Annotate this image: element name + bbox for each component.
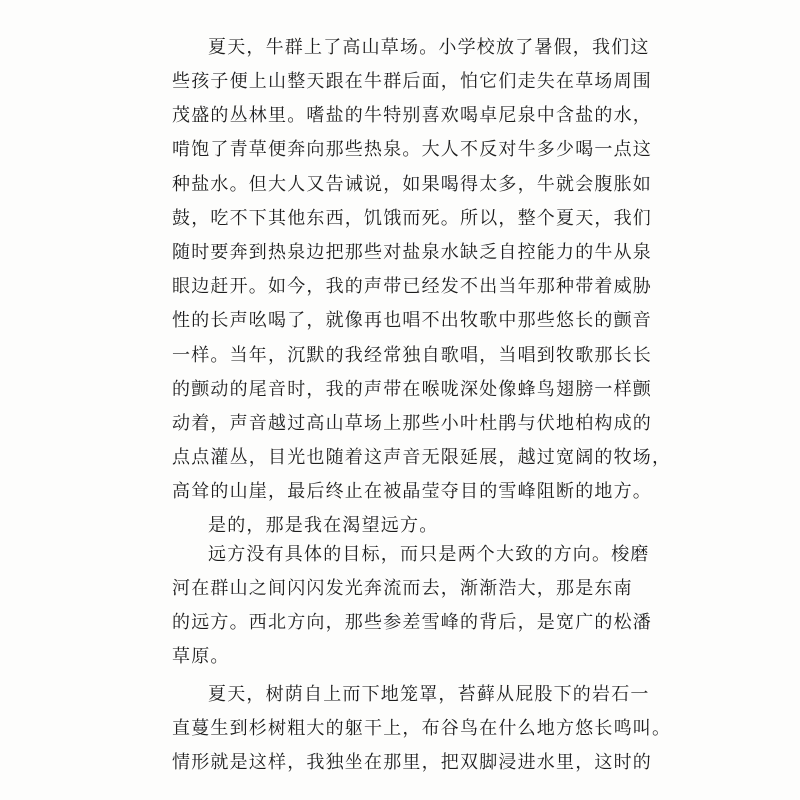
- text-line: 些孩子便上山整天跟在牛群后面，怕它们走失在草场周围: [172, 71, 652, 92]
- text-line: 种盐水。但大人又告诫说，如果喝得太多，牛就会腹胀如: [172, 174, 652, 195]
- text-line: 一样。当年，沉默的我经常独自歌唱，当唱到牧歌那长长: [172, 345, 652, 366]
- text-line: 随时要奔到热泉边把那些对盐泉水缺乏自控能力的牛从泉: [172, 242, 652, 263]
- text-line: 啃饱了青草便奔向那些热泉。大人不反对牛多少喝一点这: [172, 139, 652, 160]
- text-line: 情形就是这样，我独坐在那里，把双脚浸进水里，这时的: [172, 752, 652, 773]
- text-line: 鼓，吃不下其他东西，饥饿而死。所以，整个夏天，我们: [172, 208, 652, 229]
- text-line: 高耸的山崖，最后终止在被晶莹夺目的雪峰阻断的地方。: [172, 481, 652, 502]
- text-line: 是的，那是我在渴望远方。: [208, 515, 439, 536]
- text-line: 性的长声吆喝了，就像再也唱不出牧歌中那些悠长的颤音: [172, 310, 652, 331]
- text-line: 的颤动的尾音时，我的声带在喉咙深处像蜂鸟翅膀一样颤: [172, 379, 652, 400]
- text-line: 河在群山之间闪闪发光奔流而去，渐渐浩大，那是东南: [172, 578, 633, 599]
- text-line: 点点灌丛，目光也随着这声音无限延展，越过宽阔的牧场，: [172, 447, 672, 468]
- text-line: 茂盛的丛林里。嗜盐的牛特别喜欢喝卓尼泉中含盐的水，: [172, 105, 652, 126]
- text-line: 眼边赶开。如今，我的声带已经发不出当年那种带着威胁: [172, 276, 652, 297]
- text-line: 远方没有具体的目标，而只是两个大致的方向。梭磨: [208, 544, 650, 565]
- text-line: 的远方。西北方向，那些参差雪峰的背后，是宽广的松潘: [172, 612, 652, 633]
- text-line: 动着，声音越过高山草场上那些小叶杜鹃与伏地柏构成的: [172, 413, 652, 434]
- text-line: 直蔓生到杉树粗大的躯干上，布谷鸟在什么地方悠长鸣叫。: [172, 718, 672, 739]
- text-line: 夏天，树荫自上而下地笼罩，苔藓从屁股下的岩石一: [208, 684, 650, 705]
- text-line: 夏天，牛群上了高山草场。小学校放了暑假，我们这: [208, 37, 650, 58]
- text-line: 草原。: [172, 646, 230, 667]
